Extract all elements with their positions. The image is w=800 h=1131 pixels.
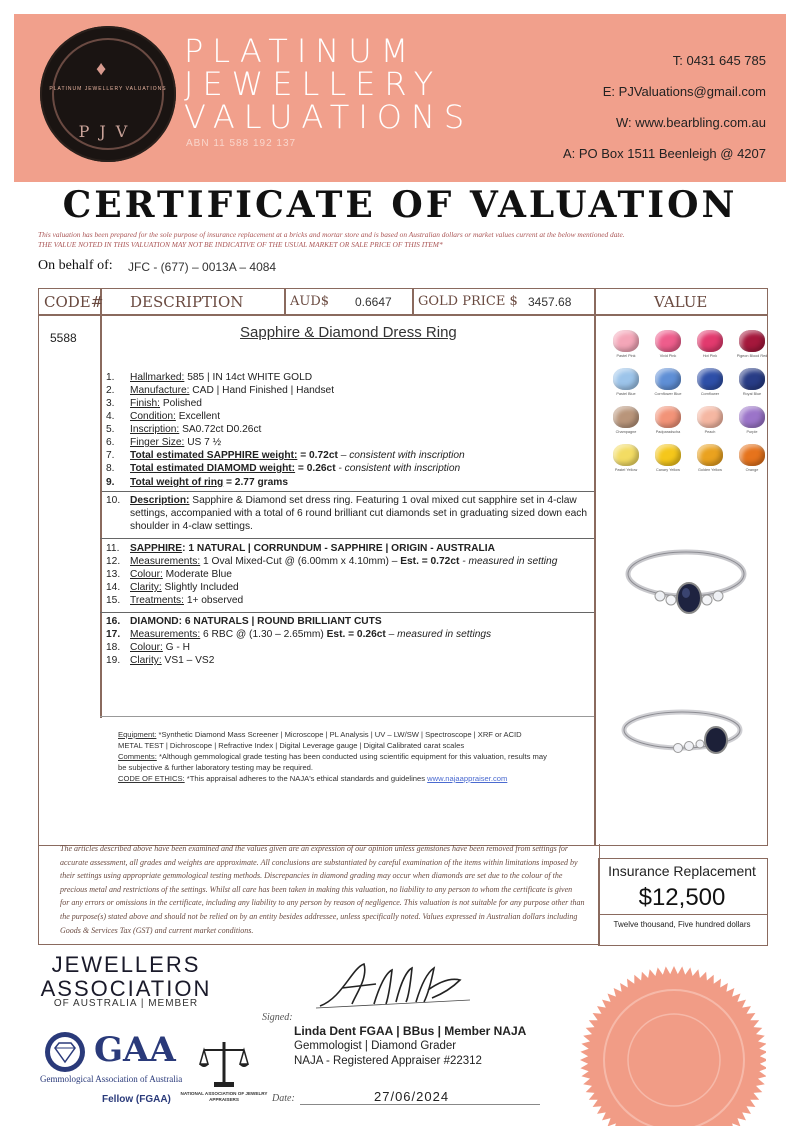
swatch-gem [739,444,765,466]
insurance-amount-words: Twelve thousand, Five hundred dollars [613,920,751,929]
insurance-label: Insurance Replacement [608,863,756,879]
insurance-amount: $12,500 [638,884,726,911]
brand-line-2: JEWELLERY [184,65,443,103]
aud-value: 0.6647 [355,295,392,309]
ethics-text: CODE OF ETHICS: *This appraisal adheres to the NAJA's ethical standards and guidelines www.najaappraiser.com [118,774,508,783]
insurance-divider [598,914,768,915]
ring-image-front [616,538,756,622]
spec-row: 9. Total weight of ring = 2.77 grams [106,477,289,488]
signer-name: Linda Dent FGAA | BBus | Member NAJA [294,1024,527,1038]
code-header: CODE# [44,293,104,311]
contact-phone: T: 0431 645 785 [672,53,766,68]
colour-swatch [730,330,774,358]
brand-line-1: PLATINUM [184,32,418,70]
equipment-text-2: METAL TEST | Dichroscope | Refractive Index | Digital Leverage gauge | Digital Calibrated carat scales [118,741,465,750]
diamond-icon: ♦ [96,58,107,80]
swatch-label: Champagne [615,430,637,434]
spec-row: 16. DIAMOND: 6 NATURALS | ROUND BRILLIANT CUTS [106,616,382,627]
swatch-gem [613,444,639,466]
gaa-diamond-icon [40,1030,90,1074]
colour-swatch [604,444,648,472]
spec-row: 13. Colour: Moderate Blue [106,569,232,580]
gaa-subtitle: Gemmological Association of Australia [40,1074,183,1084]
behalf-label: On behalf of: [38,258,113,273]
embossed-seal [570,964,766,1126]
swatch-label: Peach [704,430,716,434]
swatch-label: Hot Pink [702,354,718,358]
spec-row: 4. Condition: Excellent [106,411,221,422]
spec-row: 2. Manufacture: CAD | Hand Finished | Handset [106,385,335,396]
colour-swatch [604,406,648,434]
swatch-label: Cornflower [700,392,720,396]
table-header-divider [38,314,768,316]
swatch-gem [655,368,681,390]
description-continued: settings, accompanied with a total of 6 round brilliant cut diamonds set in graduating sized down each [130,508,588,519]
colour-swatch [604,330,648,358]
spec-row: 19. Clarity: VS1 – VS2 [106,655,215,666]
swatch-label: Pigeon Blood Red [736,354,768,358]
col-divider-value [594,288,596,846]
certificate-date: 27/06/2024 [374,1089,450,1104]
comments-text: Comments: *Although gemmological grade testing has been conducted using scientific equipment for this valuation, results may [118,752,547,761]
ja-line-3: OF AUSTRALIA | MEMBER [53,998,199,1009]
row-separator [100,716,594,717]
swatch-gem [697,406,723,428]
colour-swatch [604,368,648,396]
signer-role: Gemmologist | Diamond Grader [294,1040,457,1052]
logo-ring-text: PLATINUM JEWELLERY VALUATIONS [49,86,167,92]
disclaimer-line-2: THE VALUE NOTED IN THIS VALUATION MAY NOT BE INDICATIVE OF THE USUAL MARKET OR SALE PRICE OF THIS ITEM* [38,240,443,249]
colour-swatch [646,330,690,358]
colour-swatch [730,368,774,396]
colour-swatch [688,368,732,396]
row-separator [100,491,594,492]
colour-swatch [730,406,774,434]
swatch-gem [613,330,639,352]
swatch-gem [739,330,765,352]
col-divider-aud [412,288,414,315]
swatch-gem [739,368,765,390]
gold-price-header: GOLD PRICE $ [418,294,518,309]
gaa-logo-text: GAA [94,1030,176,1070]
date-line [300,1104,540,1105]
contact-address: A: PO Box 1511 Beenleigh @ 4207 [562,146,766,161]
description-continued: shoulder in 4-claw settings. [130,521,253,532]
item-code: 5588 [50,331,77,345]
colour-swatch [646,368,690,396]
abn-number: ABN 11 588 192 137 [186,138,297,149]
swatch-gem [655,444,681,466]
swatch-label: Pastel Pink [616,354,636,358]
comments-text-2: be subjective & further laboratory testing may be required. [118,763,314,772]
behalf-value: JFC - (677) – 0013A – 4084 [128,260,277,274]
equipment-text: Equipment: *Synthetic Diamond Mass Screener | Microscope | PL Analysis | UV – LW/SW | Spectroscope | XRF or ACID [118,730,522,739]
spec-row: 17. Measurements: 6 RBC @ (1.30 – 2.65mm) Est. = 0.26ct – measured in settings [106,629,492,640]
gaa-fellow: Fellow (FGAA) [102,1094,171,1105]
swatch-label: Vivid Pink [659,354,677,358]
ja-line-2: ASSOCIATION [40,976,212,1001]
brand-line-3: VALUATIONS [184,98,474,136]
spec-row: 15. Treatments: 1+ observed [106,595,244,606]
col-divider-desc [284,288,286,315]
swatch-gem [697,330,723,352]
scales-icon [196,1038,252,1090]
description-header: DESCRIPTION [130,293,244,311]
spec-row: 10. Description: Sapphire & Diamond set dress ring. Featuring 1 oval mixed cut sapphire set in 4-claw [106,495,577,506]
swatch-label: Cornflower Blue [654,392,682,396]
pjv-logo [40,26,176,162]
spec-row: 11. SAPPHIRE: 1 NATURAL | CORRUNDUM - SAPPHIRE | ORIGIN - AUSTRALIA [106,543,495,554]
swatch-label: Golden Yellow [697,468,723,472]
spec-row: 3. Finish: Polished [106,398,202,409]
item-title: Sapphire & Diamond Dress Ring [240,324,457,341]
col-divider-code [100,288,102,718]
signature [312,958,472,1014]
spec-row: 8. Total estimated DIAMOMD weight: = 0.26ct - consistent with inscription [106,463,461,474]
swatch-gem [655,330,681,352]
row-separator [100,538,594,539]
row-separator [100,612,594,613]
spec-row: 1. Hallmarked: 585 | IN 14ct WHITE GOLD [106,372,313,383]
gold-price-value: 3457.68 [528,295,572,309]
swatch-label: Royal Blue [742,392,762,396]
swatch-gem [739,406,765,428]
swatch-label: Pastel Yellow [614,468,638,472]
swatch-label: Padparadscha [655,430,681,434]
ring-image-side [616,700,756,772]
naja-link[interactable]: www.najaappraiser.com [427,774,508,783]
spec-row: 18. Colour: G - H [106,642,191,653]
colour-swatch [646,406,690,434]
signer-registration: NAJA - Registered Appraiser #22312 [294,1055,482,1067]
disclaimer-line-1: This valuation has been prepared for the sole purpose of insurance replacement at a bricks and mortar store and is based on Australian dollars or market values current at the below mentioned date. [38,230,625,239]
contact-web: W: www.bearbling.com.au [615,115,766,130]
terms-text: The articles described above have been examined and the values given are an expression of our opinion unless gemstones have been removed from settings for accurate assessment, all grades and weights are approximate. All conclusions are substantiated by careful examination of the items within limitations imposed by their settings using appropriate gemmological testing methods. Discrepancies in diamond grading may occur when diamonds are set due to the colour of the precious metal and restrictions of the settings. Whilst all care has been taken in making this valuation, no liability to any person to whom the certificate is given for any errors or omissions in the certificate, including any liability to any person by reason of negligence. This valuation is not suitable for any purpose other than the purpose(s) stated above and should not be relied on by an entity besides addressee, unless specifically noted. Values expressed in Australian dollars including Goods & Services Tax (GST) and current market conditions. [60,844,585,935]
swatch-label: Pastel Blue [616,392,636,396]
colour-swatch [688,444,732,472]
colour-swatch [688,330,732,358]
row-separator-tick [100,491,102,492]
swatch-gem [697,368,723,390]
certificate-title: CERTIFICATE OF VALUATION [62,184,738,226]
colour-swatch [646,444,690,472]
swatch-gem [697,444,723,466]
spec-row: 7. Total estimated SAPPHIRE weight: = 0.72ct – consistent with inscription [106,450,465,461]
swatch-label: Orange [745,468,759,472]
logo-text: PJV [78,122,138,141]
spec-row: 14. Clarity: Slightly Included [106,582,239,593]
contact-email: E: PJValuations@gmail.com [602,84,766,99]
swatch-gem [613,406,639,428]
spec-row: 5. Inscription: SA0.72ct D0.26ct [106,424,262,435]
swatch-label: Purple [746,430,758,434]
ja-line-1: JEWELLERS [51,952,201,977]
swatch-gem [655,406,681,428]
swatch-gem [613,368,639,390]
signed-label: Signed: [262,1012,293,1023]
date-label: Date: [272,1093,295,1104]
value-header: VALUE [654,293,708,311]
aud-header: AUD$ [290,294,330,309]
swatch-label: Canary Yellow [655,468,681,472]
colour-swatch [730,444,774,472]
naja-logo-text: NATIONAL ASSOCIATION OF JEWELRY APPRAISERS [180,1091,268,1102]
spec-row: 6. Finger Size: US 7 ½ [106,437,222,448]
spec-row: 12. Measurements: 1 Oval Mixed-Cut @ (6.00mm x 4.10mm) – Est. = 0.72ct - measured in setting [106,556,558,567]
colour-swatch [688,406,732,434]
